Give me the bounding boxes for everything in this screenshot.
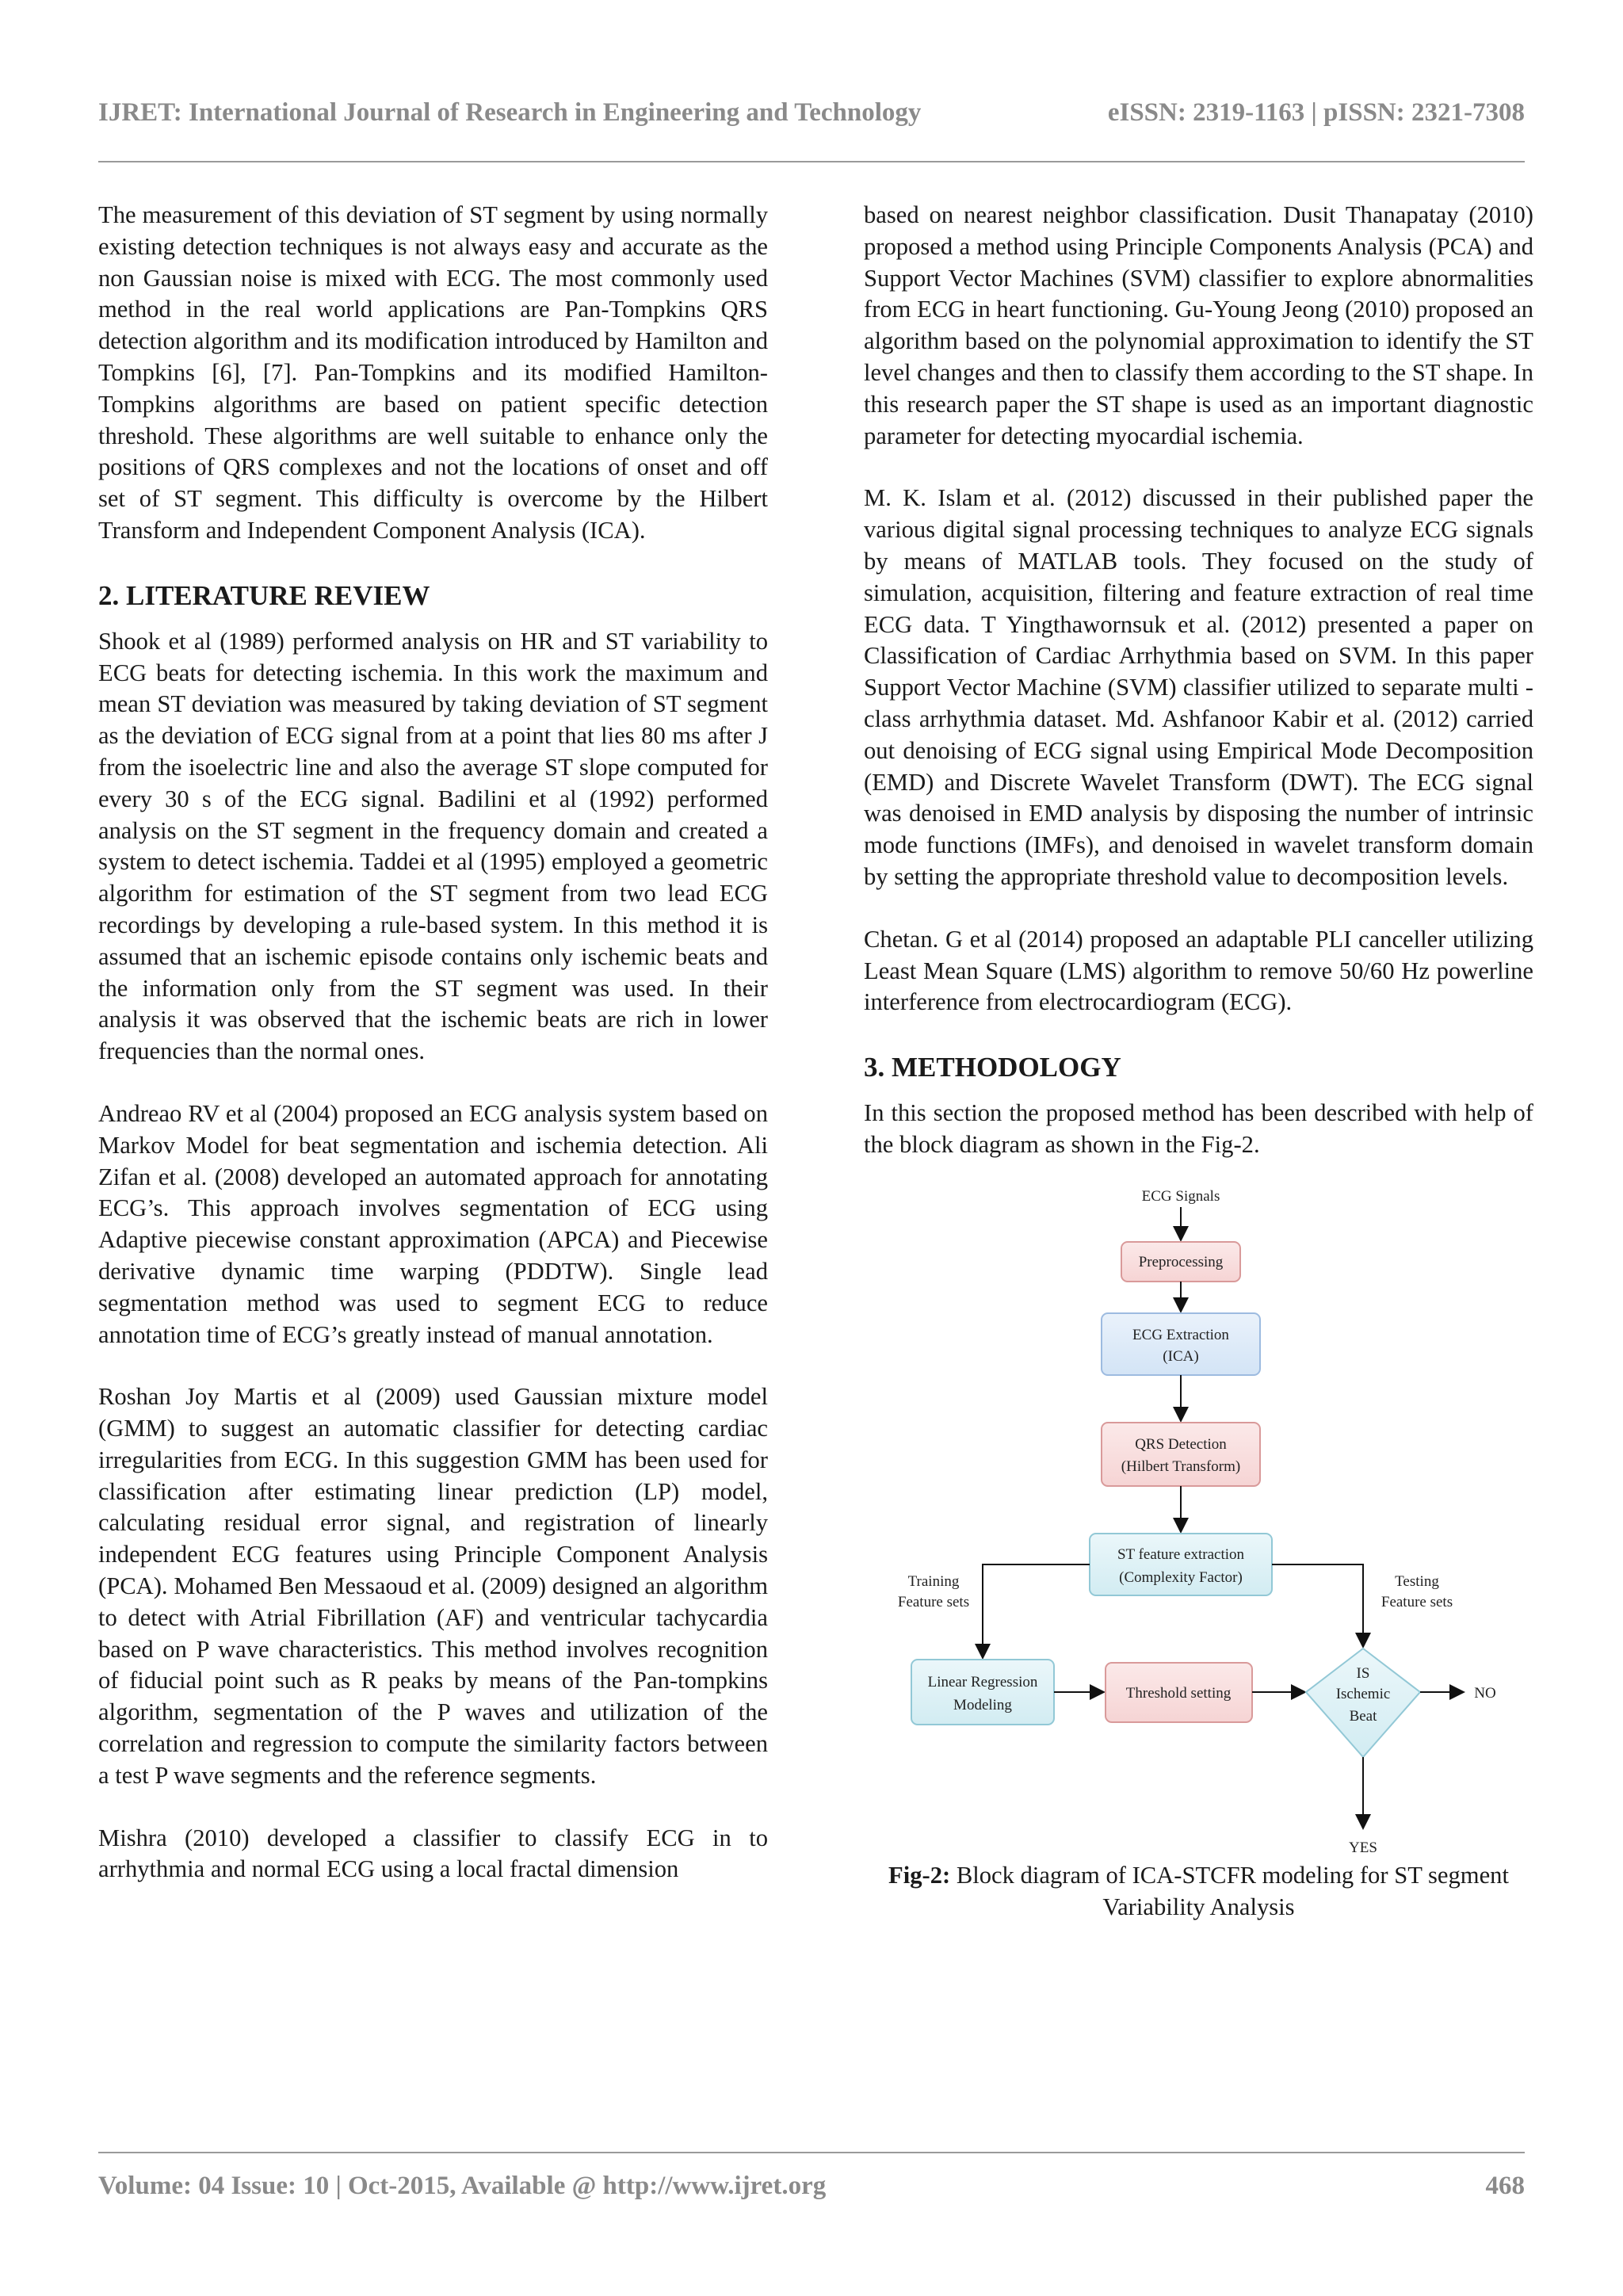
paragraph-mishra: Mishra (2010) developed a classifier to classify ECG in to arrhythmia and normal ECG using a local fractal dimension [98,1824,768,1883]
right-column [864,200,1533,2057]
box-st-feature-extraction [1090,1534,1272,1595]
paragraph-intro: The measurement of this deviation of ST segment by using normally existing detection techniques is not always easy and accurate as the non Gaussian noise is mixed with ECG. The most commonly used method in the real world applications are Pan-Tompkins QRS detection algorithm and its modification introduced by Hamilton and Tompkins [6], [7]. Pan-Tompkins and its modified Hamilton-Tompkins algorithms are based on patient specific detection threshold. These algorithms are well suitable to enhance only the positions of QRS complexes and not the locations of onset and off set of ST segment. This difficulty is overcome by the Hilbert Transform and Independent Component Analysis (ICA). [98,201,768,544]
header-rule [98,161,1525,162]
label-no: NO [1474,1684,1496,1702]
label-qrs-detection: QRS Detection [1135,1435,1227,1453]
journal-name: IJRET: International Journal of Research in Engineering and Technology [98,98,922,127]
caption-label: Fig-2: [888,1861,951,1889]
box-qrs-detection [1102,1423,1260,1486]
block-diagram [864,1185,1533,1866]
label-yes: YES [1349,1839,1377,1856]
left-column [98,200,768,1885]
label-threshold-setting: Threshold setting [1125,1684,1232,1702]
label-ecg-extraction: ECG Extraction [1132,1326,1229,1343]
label-ecg-signals: ECG Signals [1141,1187,1220,1205]
label-st-feature-extraction: ST feature extraction [1117,1545,1245,1563]
volume-info: Volume: 04 Issue: 10 | Oct-2015, Available @ http://www.ijret.org [98,2172,827,2200]
paragraph-andreao: Andreao RV et al (2004) proposed an ECG analysis system based on Markov Model for beat segmentation and ischemia detection. Ali Zifan et al. (2008) developed an automated approach for annotating ECG’s. This approach involves segmentation of ECG using Adaptive piecewise constant approximation (APCA) and Piecewise derivative dynamic time warping (PDDTW). Single lead segmentation method was used to segment ECG to reduce annotation time of ECG’s greatly instead of manual annotation. [98,1099,768,1348]
label-modeling: Modeling [953,1696,1012,1713]
label-training: Training [907,1572,960,1590]
figure-block-diagram [864,1185,1533,2057]
label-testing-feature-sets: Feature sets [1381,1593,1453,1610]
arrow-training [983,1564,1090,1658]
paragraph-nearest-neighbor: based on nearest neighbor classification. Dusit Thanapatay (2010) proposed a method using Principle Components Analysis (PCA) and Support Vector Machines (SVM) classifier to explore abnormalities from ECG in heart functioning. Gu-Young Jeong (2010) proposed an algorithm based on the polynomial approximation to identify the ST level changes and then to classify them according to the ST shape. In this research paper the ST shape is used as an important diagnostic parameter for detecting myocardial ischemia. [864,201,1533,449]
box-ecg-extraction [1102,1313,1260,1375]
label-hilbert-transform: (Hilbert Transform) [1121,1457,1241,1475]
label-testing: Testing [1395,1572,1439,1590]
paragraph-roshan: Roshan Joy Martis et al (2009) used Gaussian mixture model (GMM) to suggest an automatic classifier for detecting cardiac irregularities from ECG. In this suggestion GMM has been used for classification after estimating linear prediction (LP) model, calculating residual error signal, and registration of linearly independent ECG features using Principle Component Analysis (PCA). Mohamed Ben Messaoud et al. (2009) designed an algorithm to detect with Atrial Fibrillation (AF) and ventricular tachycardia based on P wave characteristics. This method involves recognition of fiducial point such as R peaks by means of the Pan-tompkins algorithm, segmentation of the P waves and utilization of the correlation and regression to compute the similarity factors between a test P wave segments and the reference segments. [98,1383,768,1789]
figure-caption [864,1860,1533,1924]
page-number: 468 [1485,2172,1525,2200]
label-preprocessing: Preprocessing [1138,1253,1224,1270]
label-training-feature-sets: Feature sets [897,1593,970,1610]
label-complexity-factor: (Complexity Factor) [1119,1568,1243,1586]
footer-rule [98,2152,1525,2153]
paragraph-chetan: Chetan. G et al (2014) proposed an adaptable PLI canceller utilizing Least Mean Square (LMS) algorithm to remove 50/60 Hz powerline interference from electrocardiogram (ECG). [864,925,1533,1016]
label-ica: (ICA) [1163,1347,1199,1365]
section-heading-literature-review: 2. LITERATURE REVIEW [98,579,430,611]
page-header [98,98,1525,139]
caption-text: Block diagram of ICA-STCFR modeling for ST segment Variability Analysis [956,1861,1509,1920]
paragraph-islam: M. K. Islam et al. (2012) discussed in their published paper the various digital signal processing techniques to analyze ECG signals by means of MATLAB tools. They focused on the study of simulation, acquisition, filtering and feature extraction of real time ECG data. T Yingthawornsuk et al. (2012) presented a paper on Classification of Cardiac Arrhythmia based on SVM. In this paper Support Vector Machine (SVM) classifier utilized to separate multi - class arrhythmia dataset. Md. Ashfanoor Kabir et al. (2012) carried out denoising of ECG signal using Empirical Mode Decomposition (EMD) and Discrete Wavelet Transform (DWT). The ECG signal was denoised in EMD analysis by disposing the number of intrinsic mode functions (IMFs), and denoised in wavelet transform domain by setting the appropriate threshold value to decomposition levels. [864,484,1533,890]
box-linear-regression [911,1660,1054,1725]
label-linear-regression: Linear Regression [927,1673,1038,1690]
label-beat: Beat [1349,1707,1377,1725]
arrow-testing [1272,1564,1363,1647]
section-heading-methodology: 3. METHODOLOGY [864,1052,1121,1083]
paragraph-shook: Shook et al (1989) performed analysis on HR and ST variability to ECG beats for detecting ischemia. In this work the maximum and mean ST deviation was measured by taking deviation of ST segment as the deviation of ECG signal from at a point that lies 80 ms after J from the isoelectric line and also the average ST slope computed for every 30 s of the ECG signal. Badilini et al (1992) performed analysis on the ST segment in the frequency domain and created a system to detect ischemia. Taddei et al (1995) employed a geometric algorithm for estimation of the ST segment from two lead ECG recordings by developing a rule-based system. In this method it is assumed that an ischemic episode contains only ischemic beats and the information only from the ST segment was used. In their analysis it was observed that the ischemic beats are rich in lower frequencies than the normal ones. [98,627,768,1065]
issn-info: eISSN: 2319-1163 | pISSN: 2321-7308 [1107,98,1525,127]
paragraph-methodology: In this section the proposed method has been described with help of the block diagram as shown in the Fig-2. [864,1099,1533,1158]
label-is: IS [1356,1664,1370,1682]
label-ischemic: Ischemic [1335,1685,1391,1702]
